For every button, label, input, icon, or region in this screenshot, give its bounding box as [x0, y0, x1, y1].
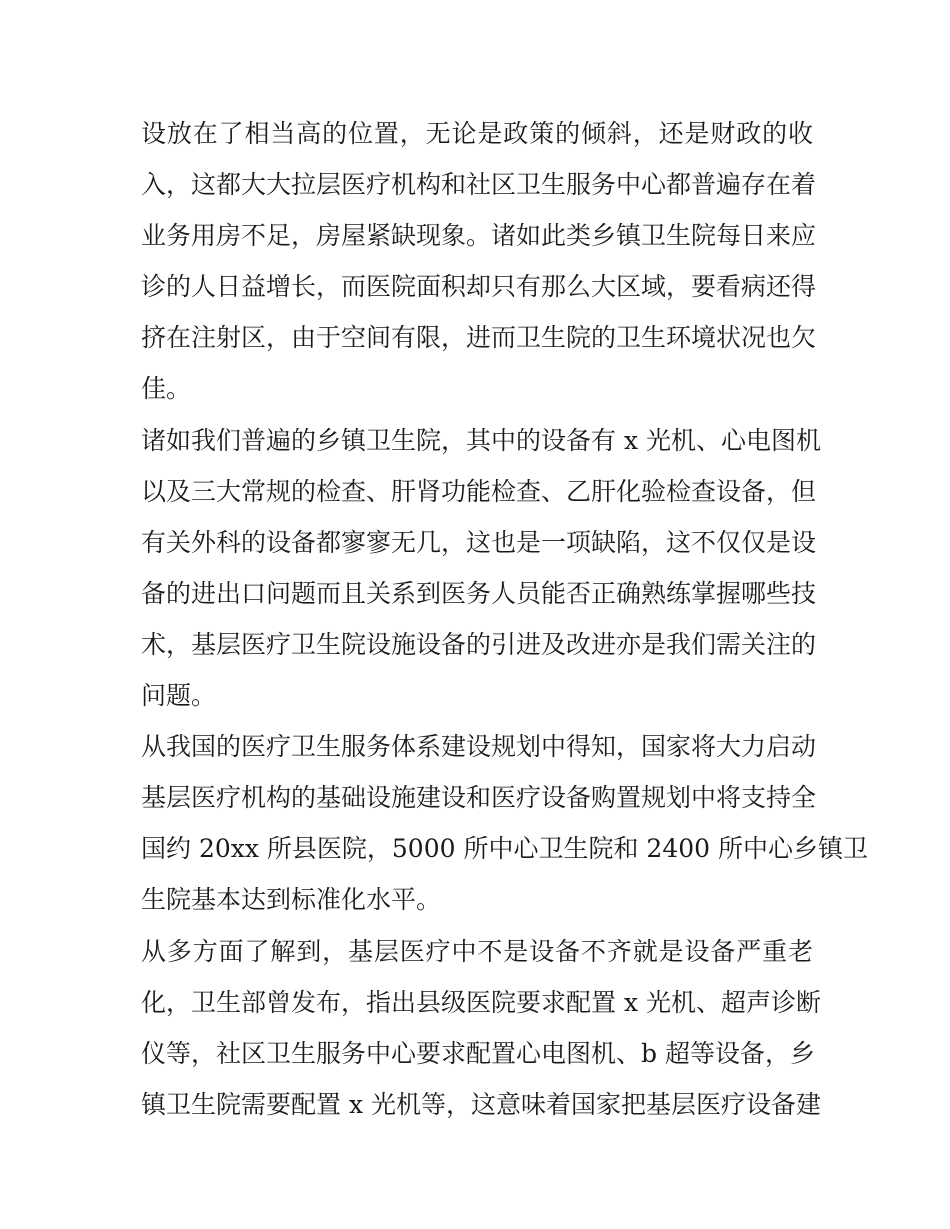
text-line: 问题。: [141, 681, 217, 711]
text-line: 镇卫生院需要配置 x 光机等，这意味着国家把基层医疗设备建: [141, 1089, 821, 1119]
document-body: [141, 108, 868, 1130]
text-line: 仪等，社区卫生服务中心要求配置心电图机、b 超等设备，乡: [141, 1038, 815, 1068]
text-line: 备的进出口问题而且关系到医务人员能否正确熟练掌握哪些技: [141, 578, 817, 608]
paragraph-shortage: [141, 926, 821, 1130]
text-line: 佳。: [141, 374, 192, 404]
paragraph-facilities: [141, 108, 817, 415]
text-line: 诊的人日益增长，而医院面积却只有那么大区域，要看病还得: [141, 272, 817, 302]
text-line: 挤在注射区，由于空间有限，进而卫生院的卫生环境状况也欠: [141, 323, 817, 353]
text-line: 以及三大常规的检查、肝肾功能检查、乙肝化验检查设备，但: [141, 476, 817, 506]
text-line: 基层医疗机构的基础设施建设和医疗设备购置规划中将支持全: [141, 783, 817, 813]
paragraph-equipment: [141, 415, 821, 722]
text-line: 诸如我们普遍的乡镇卫生院，其中的设备有 x 光机、心电图机: [141, 425, 821, 455]
text-line: 术，基层医疗卫生院设施设备的引进及改进亦是我们需关注的: [141, 629, 817, 659]
text-line: 设放在了相当高的位置，无论是政策的倾斜，还是财政的收: [141, 119, 813, 148]
text-line: 入，这都大大拉层医疗机构和社区卫生服务中心都普遍存在着: [141, 170, 817, 200]
text-line: 从我国的医疗卫生服务体系建设规划中得知，国家将大力启动: [141, 732, 817, 762]
text-line: 国约 20xx 所县医院，5000 所中心卫生院和 2400 所中心乡镇卫: [141, 834, 868, 864]
text-line: 业务用房不足，房屋紧缺现象。诸如此类乡镇卫生院每日来应: [141, 221, 817, 251]
text-line: 从多方面了解到，基层医疗中不是设备不齐就是设备严重老: [141, 936, 813, 966]
text-line: 有关外科的设备都寥寥无几，这也是一项缺陷，这不仅仅是设: [141, 527, 817, 557]
text-line: 生院基本达到标准化水平。: [141, 885, 442, 915]
text-line: 化，卫生部曾发布，指出县级医院要求配置 x 光机、超声诊断: [141, 987, 821, 1017]
paragraph-planning: [141, 721, 868, 925]
